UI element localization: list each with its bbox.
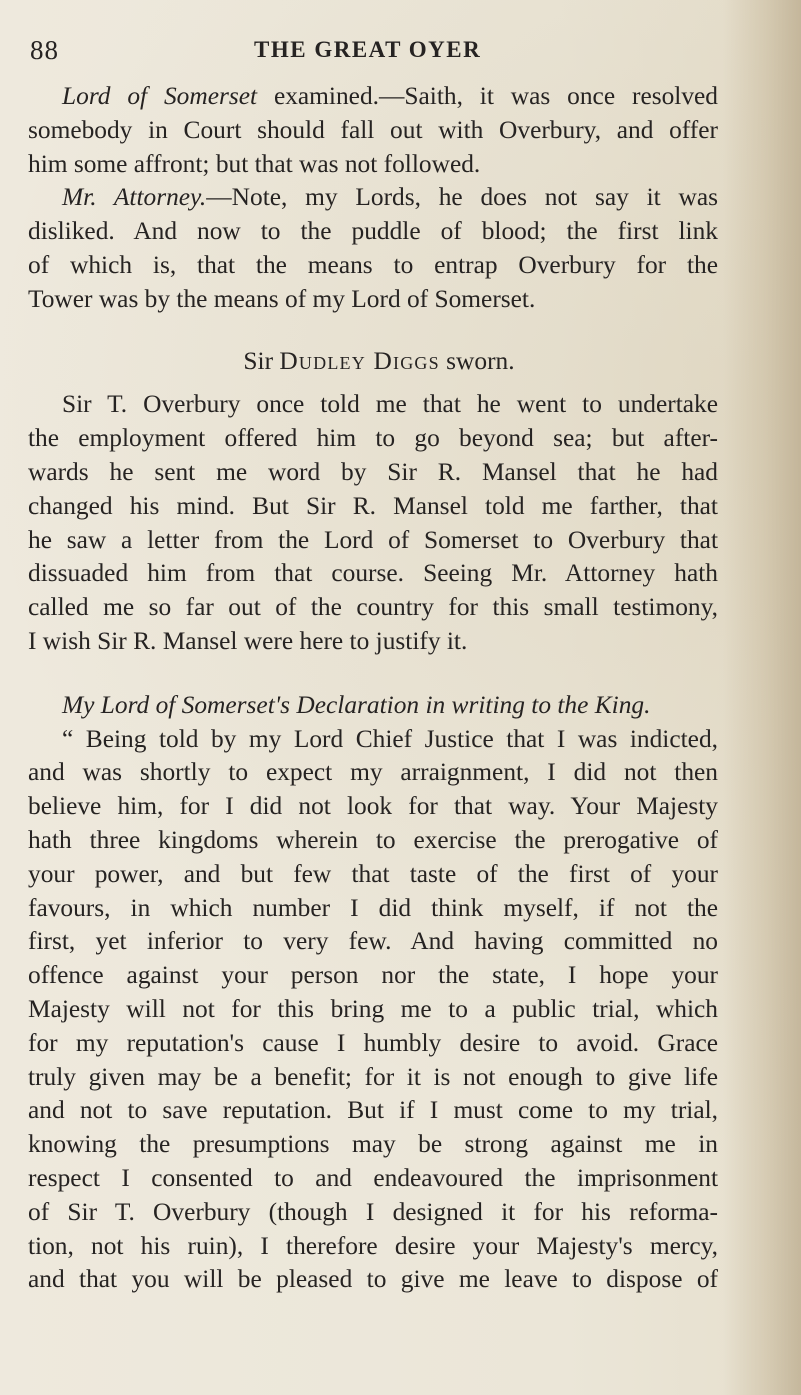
declaration-line: and that you will be pleased to give me leave to dispose of (28, 1265, 718, 1294)
declaration-line: truly given may be a benefit; for it is not enough to give life (28, 1062, 718, 1091)
declaration-line: hath three kingdoms wherein to exercise the prerogative of (28, 825, 718, 854)
section-gap (28, 317, 718, 345)
paragraph-3-line: dissuaded him from that course. Seeing Mr. Attorney hath (28, 559, 718, 588)
witness-name: Dudley Diggs (279, 346, 440, 375)
paragraph-3-line: changed his mind. But Sir R. Mansel told me farther, that (28, 491, 718, 520)
declaration-heading: My Lord of Somerset's Declaration in writing to the King. (62, 690, 651, 719)
paragraph-2-line: disliked. And now to the puddle of blood; the first link (28, 217, 718, 246)
declaration-line: “ Being told by my Lord Chief Justice that I was indicted, (62, 724, 718, 753)
declaration-line: offence against your person nor the state, I hope your (28, 961, 718, 990)
paragraph-text: —Note, my Lords, he does not say it was (206, 183, 719, 212)
paragraph-2-line: Tower was by the means of my Lord of Somerset. (28, 284, 536, 313)
paragraph-2-line (28, 181, 718, 215)
heading-prefix: Sir (243, 346, 280, 375)
paragraph-3-line: Sir T. Overbury once told me that he went to undertake (62, 390, 718, 419)
paragraph-3-line: the employment offered him to go beyond sea; but after- (28, 424, 718, 453)
declaration-line: favours, in which number I did think myself, if not the (28, 893, 718, 922)
running-title: THE GREAT OYER (254, 37, 482, 62)
declaration-line: respect I consented to and endeavoured the imprisonment (28, 1163, 718, 1192)
paragraph-3-line: I wish Sir R. Mansel were here to justify it. (28, 626, 468, 655)
declaration-line: of Sir T. Overbury (though I designed it for his reforma- (28, 1197, 718, 1226)
page-number: 88 (30, 35, 59, 65)
paragraph-2-line: of which is, that the means to entrap Overbury for the (28, 250, 718, 279)
declaration-line: believe him, for I did not look for that way. Your Majesty (28, 792, 718, 821)
declaration-line: first, yet inferior to very few. And having committed no (28, 927, 718, 956)
declaration-line: and was shortly to expect my arraignment, I did not then (28, 758, 718, 787)
paragraph-3-line: he saw a letter from the Lord of Somerset to Overbury that (28, 525, 718, 554)
declaration-line: for my reputation's cause I humbly desire to avoid. Grace (28, 1028, 718, 1057)
declaration-body (28, 723, 718, 1298)
paragraph-3-line: called me so far out of the country for this small testimony, (28, 593, 718, 622)
page-gutter-shadow (723, 0, 801, 1395)
paragraph-3-line: wards he sent me word by Sir R. Mansel that he had (28, 457, 718, 486)
page-text (28, 80, 718, 1297)
section-heading (28, 345, 718, 379)
running-head (30, 35, 730, 71)
paragraph-1-line: somebody in Court should fall out with Overbury, and offer (28, 115, 718, 144)
speaker-name: Lord of Somerset (62, 82, 258, 110)
paragraph-1-line: him some affront; but that was not followed. (28, 149, 481, 178)
heading-gap (28, 378, 718, 388)
declaration-line: your power, and but few that taste of the first of your (28, 859, 718, 888)
paragraph-1-line (28, 80, 718, 114)
declaration-line: tion, not his ruin), I therefore desire your Majesty's mercy, (28, 1231, 718, 1260)
paragraph-text: examined.—Saith, it was once resolved (257, 82, 718, 110)
speaker-name: Mr. Attorney. (62, 183, 207, 212)
section-gap (28, 659, 718, 689)
declaration-line: knowing the presumptions may be strong against me in (28, 1130, 718, 1159)
heading-suffix: sworn. (439, 346, 515, 375)
declaration-line: Majesty will not for this bring me to a public trial, which (28, 994, 718, 1023)
declaration-line: and not to save reputation. But if I must come to my trial, (28, 1096, 718, 1125)
